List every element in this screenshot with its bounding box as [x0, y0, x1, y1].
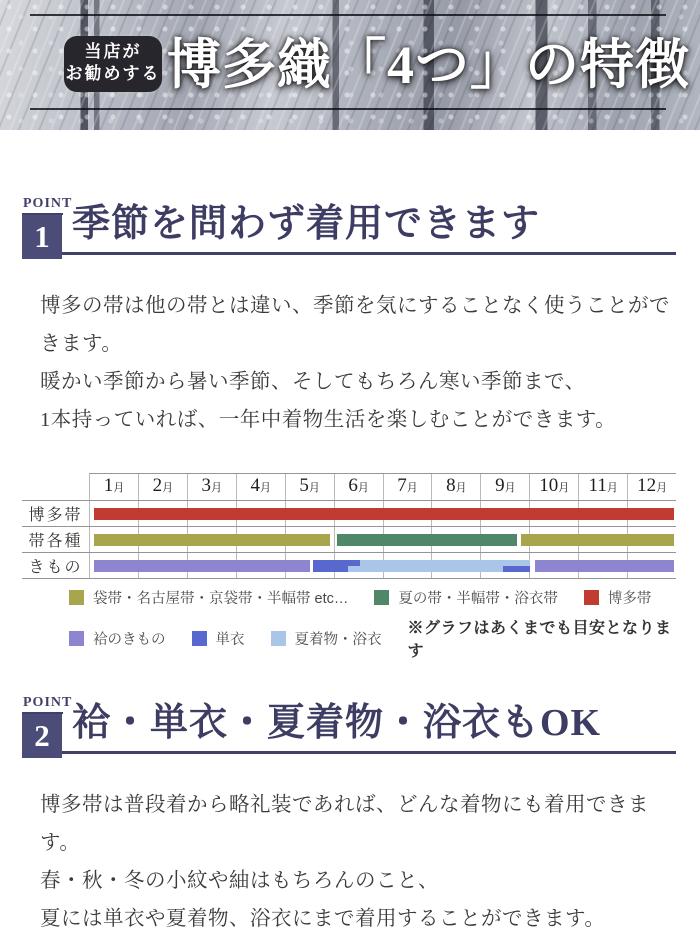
chart-bar: [94, 560, 310, 572]
chart-bar: [348, 566, 504, 572]
legend-swatch: [192, 631, 207, 646]
header-banner: [0, 0, 700, 130]
legend-label: 博多帯: [607, 591, 652, 607]
legend-label: 袷のきもの: [93, 631, 166, 648]
shop-badge-line2: お勧めする: [65, 64, 161, 84]
chart-bar: [535, 560, 674, 572]
point1-badge: [22, 196, 73, 259]
season-gantt-chart: [22, 473, 676, 579]
point2-title: 袷・単衣・夏着物・浴衣もOK: [72, 702, 602, 745]
chart-row-label: きもの: [28, 559, 83, 576]
legend-label: 夏の帯・半幅帯・浴衣帯: [398, 591, 558, 607]
legend-note: ※グラフはあくまでも目安となります: [407, 620, 672, 660]
chart-bar: [313, 566, 348, 572]
chart-month-label: 7月: [383, 474, 432, 500]
point2-word: POINT: [22, 695, 63, 714]
legend-label: 単衣: [215, 631, 245, 648]
chart-month-label: 9月: [480, 474, 529, 500]
point2-paragraph-line1: 博多帯は普段着から略礼装であれば、どんな着物にも着用できます。: [40, 794, 649, 854]
point2-number: 2: [22, 714, 62, 758]
chart-legend: [69, 587, 676, 661]
chart-months-header: [89, 473, 676, 500]
legend-swatch: [584, 590, 599, 605]
point1-paragraph-line3: 1本持っていれば、一年中着物生活を楽しむことができます。: [40, 409, 617, 431]
legend-swatch: [374, 590, 389, 605]
legend-item: [192, 628, 245, 649]
chart-bar: [94, 508, 674, 520]
legend-label: 夏着物・浴衣: [294, 631, 382, 648]
point2-badge: [22, 695, 73, 758]
chart-month-label: 3月: [187, 474, 236, 500]
point1-title: 季節を問わず着用できます: [72, 203, 541, 246]
chart-month-label: 4月: [236, 474, 285, 500]
point1-number: 1: [22, 215, 62, 259]
chart-row-bars: [89, 527, 676, 552]
legend-item: [271, 628, 382, 649]
legend-item: [69, 628, 166, 649]
chart-row-label: 帯各種: [28, 533, 83, 550]
point1-paragraph: [40, 287, 676, 439]
point1-paragraph-line1: 博多の帯は他の帯とは違い、季節を気にすることなく使うことができます。: [40, 295, 670, 355]
legend-swatch: [271, 631, 286, 646]
chart-row-bars: [89, 553, 676, 578]
shop-badge-line1: 当店が: [84, 42, 142, 61]
chart-month-label: 12月: [627, 474, 676, 500]
chart-row-label: 博多帯: [28, 507, 83, 524]
chart-month-label: 5月: [285, 474, 334, 500]
chart-month-label: 8月: [431, 474, 480, 500]
point1-word: POINT: [22, 196, 63, 215]
point2-paragraph-line2: 春・秋・冬の小紋や紬はもちろんのこと、: [40, 870, 439, 892]
point1-paragraph-line2: 暖かい季節から暑い季節、そしてもちろん寒い季節まで、: [40, 371, 586, 393]
chart-bar: [337, 534, 517, 546]
chart-month-label: 6月: [334, 474, 383, 500]
point2-paragraph-line3: 夏には単衣や夏着物、浴衣にまで着用することができます。: [40, 908, 606, 930]
legend-item: [374, 587, 558, 608]
legend-row-2: [69, 615, 676, 661]
chart-month-label: 11月: [578, 474, 627, 500]
point2-heading-block: [22, 695, 676, 754]
page-title: 博多織「4つ」の特徴: [167, 35, 690, 95]
chart-row: [22, 500, 676, 526]
chart-row: [22, 552, 676, 578]
legend-item: [584, 587, 652, 608]
chart-month-label: 10月: [529, 474, 578, 500]
chart-bar: [94, 534, 330, 546]
chart-bar: [503, 566, 529, 572]
chart-label-spacer: [22, 473, 89, 500]
chart-bar: [521, 534, 673, 546]
legend-swatch: [69, 590, 84, 605]
chart-rows: [22, 500, 676, 579]
chart-month-label: 1月: [89, 474, 138, 500]
header-top-rule: [30, 14, 666, 16]
chart-month-label: 2月: [138, 474, 187, 500]
point2-paragraph: [40, 786, 676, 938]
point1-heading-block: [22, 196, 676, 255]
shop-recommend-badge: [64, 36, 162, 92]
legend-label: 袋帯・名古屋帯・京袋帯・半幅帯 etc…: [93, 591, 349, 607]
chart-row-bars: [89, 501, 676, 526]
header-bottom-rule: [30, 108, 666, 110]
chart-row: [22, 526, 676, 552]
legend-item: [69, 587, 348, 608]
chart-header-row: [22, 473, 676, 500]
legend-swatch: [69, 631, 84, 646]
legend-row-1: [69, 587, 676, 608]
